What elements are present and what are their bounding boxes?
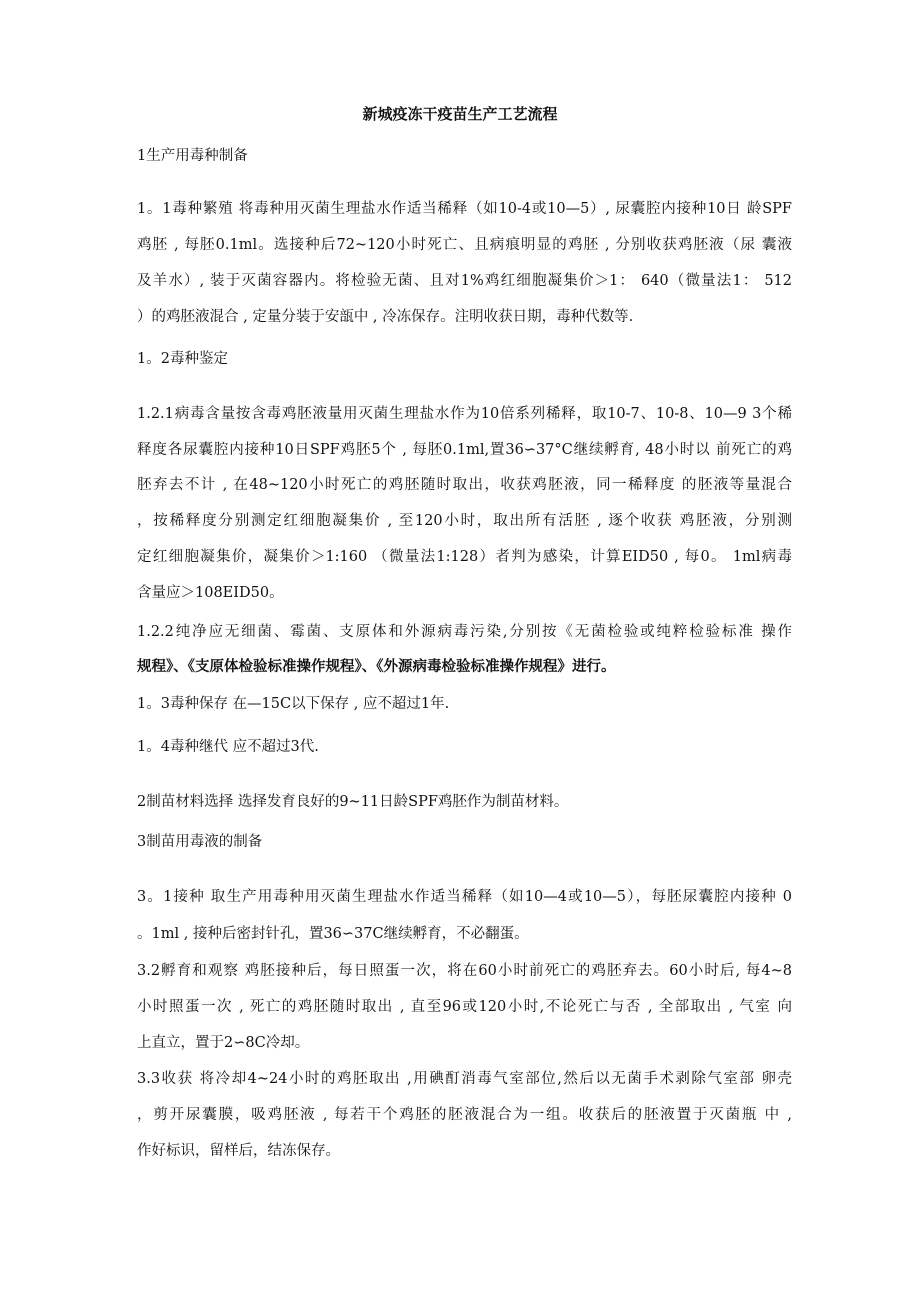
- paragraph-line: 3。1接种 取生产用毒种用灭菌生理盐水作适当稀释（如10—4或10—5），每胚尿囊腔内接种 0: [137, 889, 792, 905]
- section-heading: 2制苗材料选择 选择发育良好的9~11日龄SPF鸡胚作为制苗材料。: [137, 794, 569, 810]
- paragraph-line: 1。3毒种保存 在—15C以下保存 , 应不超过1年.: [137, 696, 450, 712]
- paragraph-line: ，剪开尿囊膜，吸鸡胚液 , 每若干个鸡胚的胚液混合为一组。收获后的胚液置于灭菌瓶 中 ,: [137, 1107, 792, 1123]
- paragraph-line: 上直立，置于2∽8C冷却。: [137, 1035, 310, 1051]
- section-heading: 1生产用毒种制备: [137, 148, 248, 164]
- paragraph-line: ，按稀释度分别测定红细胞凝集价 , 至120小时，取出所有活胚 , 逐个收获 鸡胚液，分别测: [137, 513, 792, 529]
- paragraph-line: 1。1毒种繁殖 将毒种用灭菌生理盐水作适当稀释（如10-4或10—5）, 尿囊腔内接种10日 龄SPF: [137, 201, 792, 217]
- paragraph-line: 。1ml , 接种后密封针孔，置36∽37C继续孵育，不必翻蛋。: [137, 926, 529, 942]
- section-heading: 1。2毒种鉴定: [137, 351, 228, 367]
- paragraph-line: 1.2.2纯净应无细菌、霉菌、支原体和外源病毒污染,分别按《无菌检验或纯粹检验标准 操作: [137, 624, 792, 640]
- paragraph-line: 3.3收获 将冷却4~24小时的鸡胚取出 ,用碘酊消毒气室部位,然后以无菌手术剥除气室部 卵壳: [137, 1071, 792, 1087]
- paragraph-line: 释度各尿囊腔内接种10日SPF鸡胚5个 , 每胚0.1ml,置36∽37°C继续孵育, 48小时以 前死亡的鸡: [137, 442, 792, 458]
- paragraph-line: 及羊水）, 装于灭菌容器内。将检验无菌、且对1%鸡红细胞凝集价＞1： 640（微量法1： 512: [137, 273, 792, 289]
- paragraph-line: 胚弃去不计 , 在48~120小时死亡的鸡胚随时取出，收获鸡胚液，同一稀释度 的胚液等量混合: [137, 477, 792, 493]
- paragraph-line: 1。4毒种继代 应不超过3代.: [137, 739, 319, 755]
- paragraph-line: ）的鸡胚液混合 , 定量分装于安瓿中 , 冷冻保存。注明收获日期，毒种代数等.: [137, 309, 634, 325]
- paragraph-line: 3.2孵育和观察 鸡胚接种后，每日照蛋一次，将在60小时前死亡的鸡胚弃去。60小时后, 每4~8: [137, 963, 792, 979]
- paragraph-line: 含量应＞108EID50。: [137, 585, 284, 601]
- section-heading: 3制苗用毒液的制备: [137, 834, 263, 850]
- paragraph-line: 小时照蛋一次 , 死亡的鸡胚随时取出 , 直至96或120小时,不论死亡与否 , 全部取出 , 气室 向: [137, 999, 792, 1015]
- paragraph-line: 鸡胚 , 每胚0.1ml。选接种后72~120小时死亡、且病痕明显的鸡胚 , 分别收获鸡胚液（尿 囊液: [137, 237, 792, 253]
- document-title: 新城疫冻干疫苗生产工艺流程: [362, 105, 558, 123]
- paragraph-line-bold: 规程》、《支原体检验标准操作规程》、《外源病毒检验标准操作规程》进行。: [137, 659, 616, 675]
- paragraph-line: 作好标识，留样后，结冻保存。: [137, 1143, 340, 1159]
- paragraph-line: 1.2.1病毒含量按含毒鸡胚液量用灭菌生理盐水作为10倍系列稀释，取10-7、10-8、10—9 3个稀: [137, 406, 792, 422]
- paragraph-line: 定红细胞凝集价，凝集价＞1:160 （微量法1:128）者判为感染，计算EID50 , 每0。 1ml病毒: [137, 549, 792, 565]
